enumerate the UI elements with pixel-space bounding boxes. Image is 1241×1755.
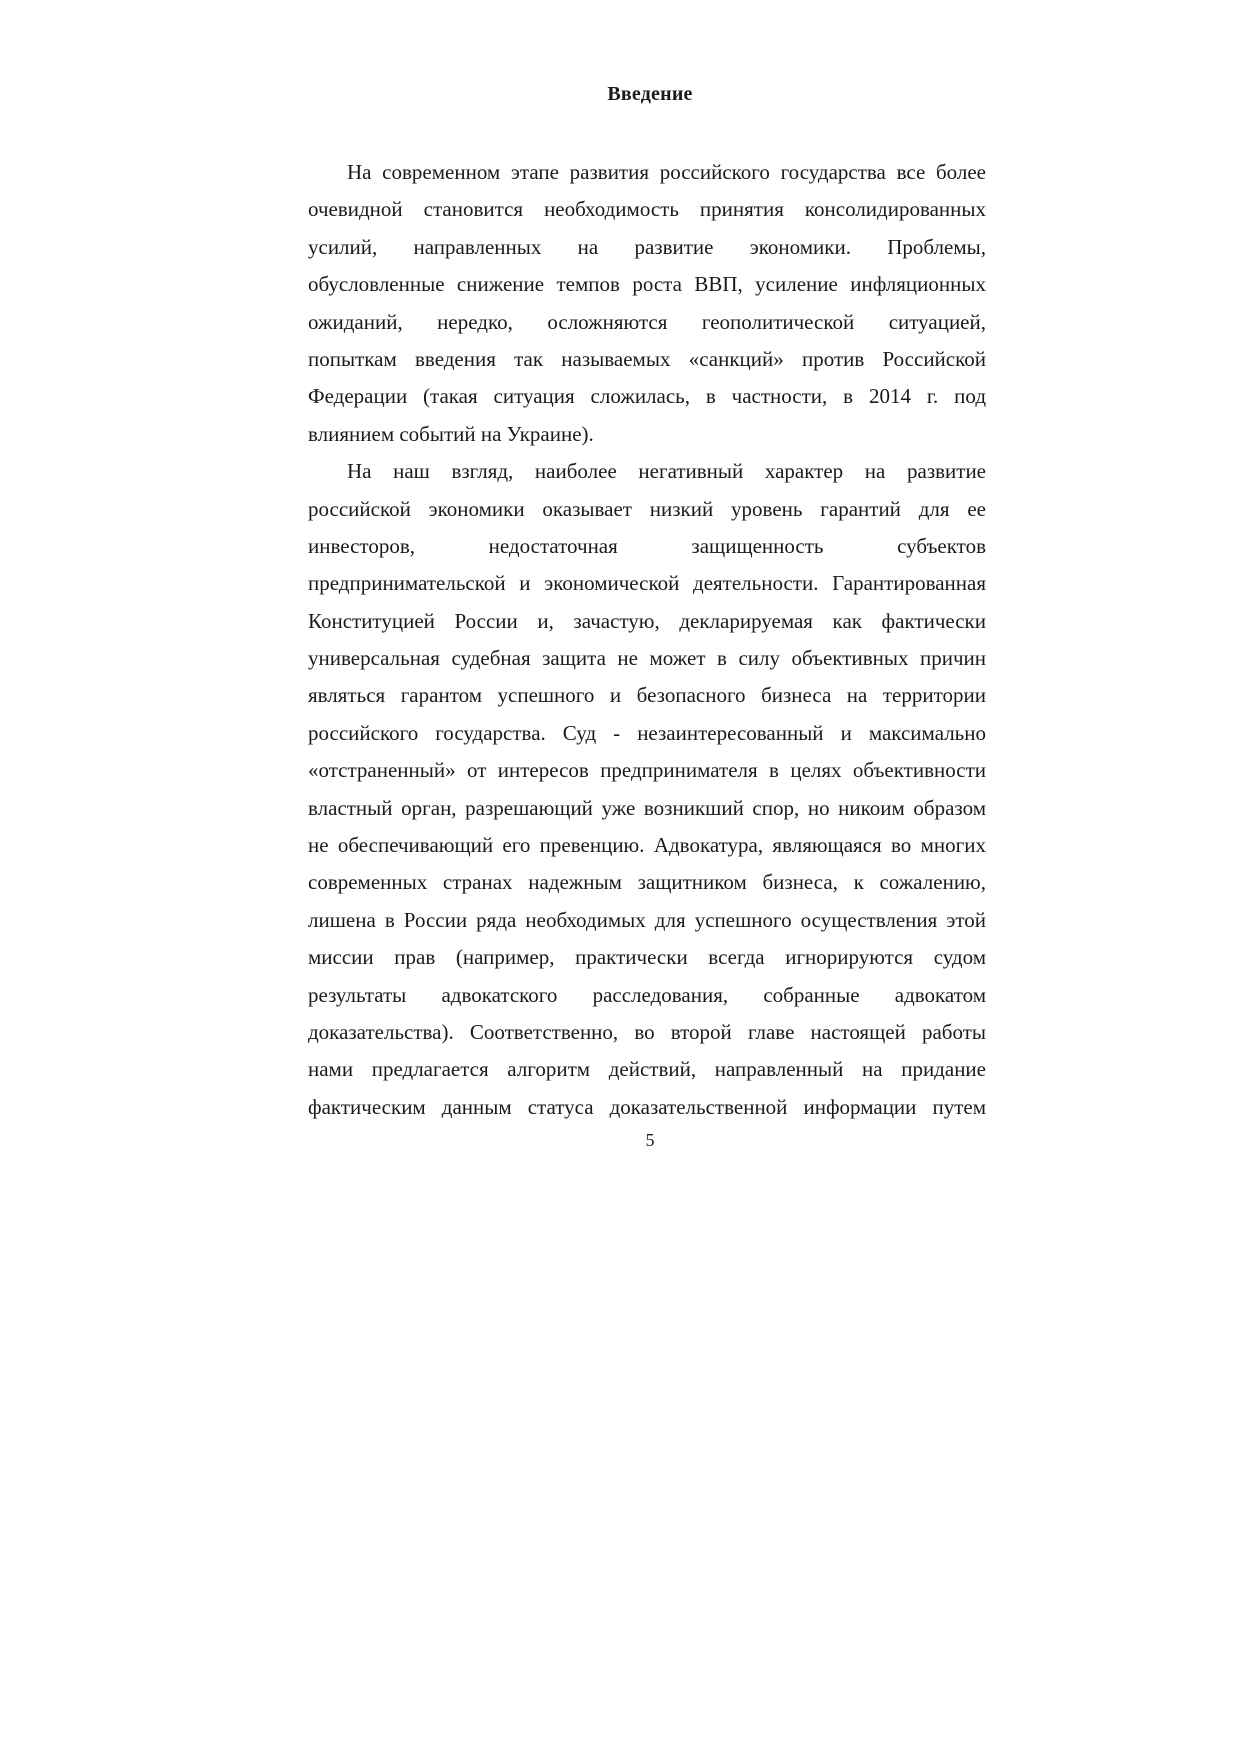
text-line: инвесторов, недостаточная защищенность субъектов <box>308 533 986 558</box>
text-line: доказательства). Соответственно, во второй главе настоящей работы <box>308 1019 986 1044</box>
text-line: «отстраненный» от интересов предпринимателя в целях объективности <box>308 758 986 783</box>
section-title: Введение <box>607 83 693 105</box>
text-line: российского государства. Суд - незаинтересованный и максимально <box>308 720 986 745</box>
text-line: результаты адвокатского расследования, собранные адвокатом <box>308 982 986 1007</box>
text-line: миссии прав (например, практически всегда игнорируются судом <box>308 945 986 970</box>
text-line: обусловленные снижение темпов роста ВВП, усиление инфляционных <box>308 272 986 297</box>
text-line: современных странах надежным защитником бизнеса, к сожалению, <box>308 870 986 895</box>
text-line: российской экономики оказывает низкий уровень гарантий для ее <box>308 496 986 521</box>
text-line: ожиданий, нередко, осложняются геополитической ситуацией, <box>308 309 986 334</box>
text-line: На современном этапе развития российского государства все более <box>347 160 986 184</box>
text-line: лишена в России ряда необходимых для успешного осуществления этой <box>308 907 986 932</box>
text-line: властный орган, разрешающий уже возникший спор, но никоим образом <box>308 795 986 820</box>
text-line: нами предлагается алгоритм действий, направленный на придание <box>308 1057 986 1082</box>
text-line: предпринимательской и экономической деятельности. Гарантированная <box>308 571 986 596</box>
text-line: Федерации (такая ситуация сложилась, в частности, в 2014 г. под <box>308 384 986 409</box>
text-line: попыткам введения так называемых «санкций» против Российской <box>308 346 986 371</box>
text-line: очевидной становится необходимость принятия консолидированных <box>308 197 986 222</box>
text-line: влиянием событий на Украине). <box>308 421 594 446</box>
page-number: 5 <box>645 1130 655 1150</box>
text-line: Конституцией России и, зачастую, декларируемая как фактически <box>308 608 986 633</box>
text-line: На наш взгляд, наиболее негативный характер на развитие <box>347 459 986 484</box>
text-line: универсальная судебная защита не может в силу объективных причин <box>308 646 986 671</box>
text-line: являться гарантом успешного и безопасного бизнеса на территории <box>308 683 986 708</box>
text-line: усилий, направленных на развитие экономики. Проблемы, <box>308 234 986 259</box>
body-text <box>308 154 986 1126</box>
text-line: фактическим данным статуса доказательственной информации путем <box>308 1094 986 1119</box>
text-line: не обеспечивающий его превенцию. Адвокатура, являющаяся во многих <box>308 833 986 858</box>
